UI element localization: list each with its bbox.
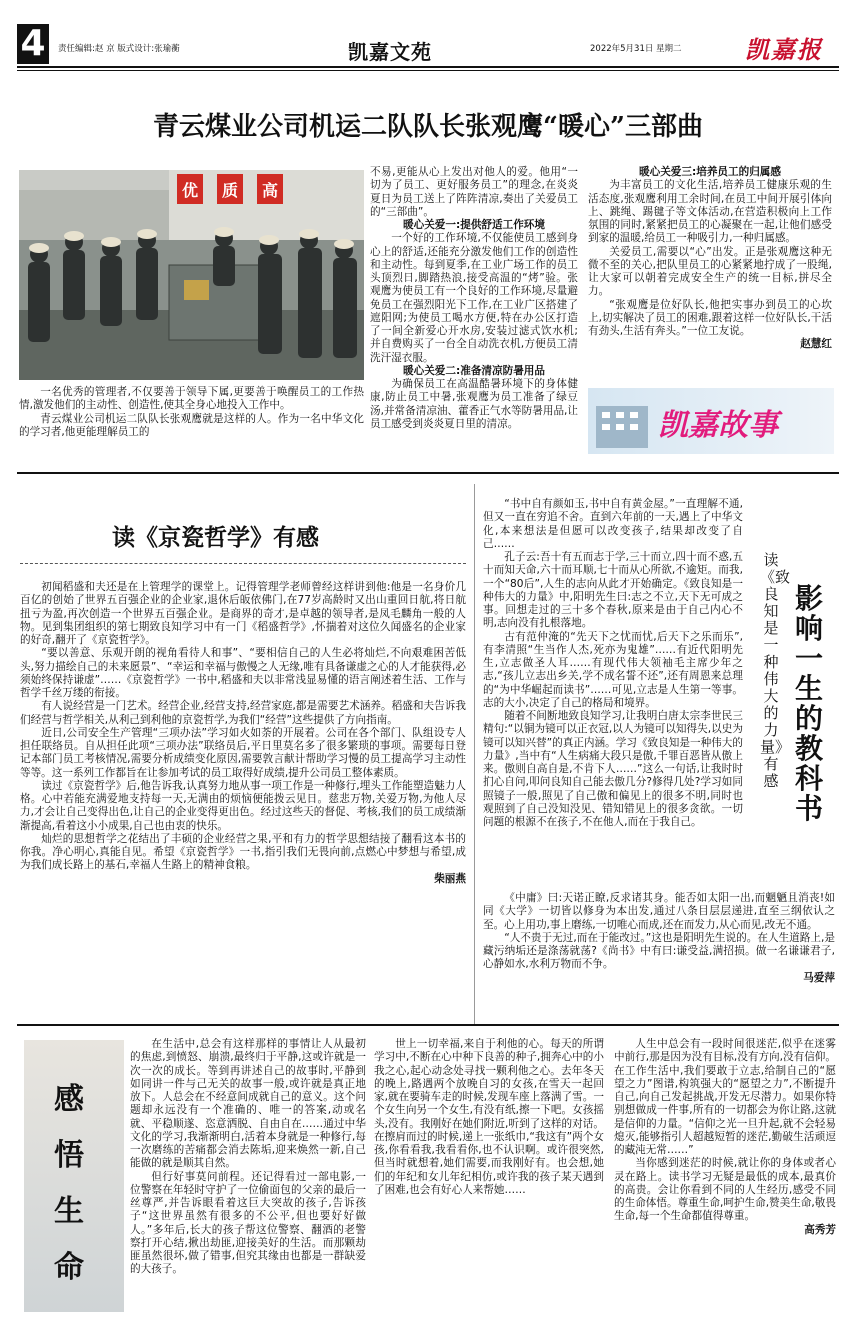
paragraph: 关爱员工,需要以“心”出发。正是张观鹰这种无微不至的关心,把队里员工的心紧紧地拧成了一股绳,让大家可以朝着完成安全生产的统一目标,拼尽全力。 [588,245,832,298]
author-signature: 马爱萍 [803,971,835,984]
paragraph: 世上一切幸福,来自于利他的心。每天的所谓学习中,不断在心中种下良善的种子,拥奔心中的小我之心,起心动念处寻找一颗利他之心。去年冬天的晚上,路遇两个放晚自习的女孩,在雪天一起回家,就在要骑车走的时候,发现车座上落满了雪。一个女生向另一个女生,有没有纸,擦一下吧。女孩摇头,没有。我刚好在她们附近,听到了这样的对话。在擦肩而过的时候,递上一张纸巾,“我这有”两个女孩,你看看我,我看看你,也不认识啊。或许很突然,但当时就想着,她们需要,而我刚好有。也会想,她们的年纪和女儿年纪相仿,或许我的孩子某天遇到了困难,也会有好心人来帮她…… [374,1038,604,1196]
article4-title-char: 生 [54,1194,84,1229]
issue-date: 2022年5月31日 星期二 [590,44,682,54]
article4-title-char: 感 [54,1082,84,1117]
paragraph: 青云煤业公司机运二队队长张观鹰就是这样的人。作为一名中华文化的学习者,他更能理解员工的 [19,412,364,438]
section-divider-2 [17,1024,839,1026]
editors-line: 责任编辑:赵 京 版式设计:张瑜蘅 [58,44,180,54]
paragraph: 有人说经营是一门艺术。经营企业,经营支持,经营家庭,都是需要艺术涵养。稻盛和夫告诉我们经营与哲学相关,从利己到利他的京瓷哲学,为我们“经营”这些提供了方向指南。 [20,700,466,726]
paragraph: 当你感到迷茫的时候,就让你的身体或者心灵在路上。读书学习无疑是最低的成本,最真价的高贵。会让你看到不同的人生经历,感受不同的生命体悟。尊重生命,呵护生命,赞美生命,敬畏生命,每一个生命都值得尊重。 [614,1157,836,1223]
banner-char-2: 质 [221,181,239,200]
article1-photo [19,170,364,380]
paragraph: “张观鹰是位好队长,他把实事办到员工的心坎上,切实解决了员工的困难,跟着这样一位好队长,干活有劲头,生活有奔头。”一位工友说。 [588,298,832,337]
paragraph: 孔子云:吾十有五而志于学,三十而立,四十而不惑,五十而知天命,六十而耳顺,七十而从心所欲,不逾矩。而我,一个“80后”,人生的志向从此才开始确定。《致良知是一种伟大的力量》中,阳明先生曰:志之不立,天下无可成之事。回想走过的三十多个春秋,原来是由于自己内心不明,志向没有扎根落地。 [483,551,743,630]
paragraph: 为丰富员工的文化生活,培养员工健康乐观的生活态度,张观鹰利用工余时间,在员工中间开展引体向上、跳绳、踢毽子等文体活动,在营造积极向上工作氛围的同时,紧紧把员工的心凝聚在一起,让他们感受到家的温暖,给员工一种吸引力,一种归属感。 [588,179,832,245]
article1-col1 [19,386,364,439]
article2-title: 读《京瓷哲学》有感 [112,524,319,551]
article1-title: 青云煤业公司机运二队队长张观鹰“暖心”三部曲 [153,112,703,142]
paragraph: 随着不间断地致良知学习,让我明白唐太宗李世民三精句:“以铜为镜可以正衣冠,以人为镜可以知得失,以史为镜可以知兴替”的真正内涵。学习《致良知是一种伟大的力量》,当中有“人生病痛大段只是傲,千罪百恶皆从傲上来。傲则自高自是,不肯下人……”这么一句话,让我时时扪心自问,叩问良知自己能去傲几分?修得几处?学习如同照镜子一般,照见了自己傲和偏见上的很多不明,同时也观照到了自己没知没见、错知错见上的很多贪欲。一切问题的根源不在孩子,不在他人,而在于我自己。 [483,710,743,828]
paragraph: “书中自有颜如玉,书中自有黄金屋。”一直理解不通,但又一直在穷追不舍。直到六年前的一天,遇上了中华文化,本来想法是但愿可以改变孩子,结果却改变了自己…… [483,498,743,550]
paragraph: 为确保员工在高温酷暑环境下的身体健康,防止员工中暑,张观鹰为员工准备了绿豆汤,并常备清凉油、藿香正气水等防暑用品,让员工感受到炎炎夏日里的清凉。 [370,378,579,430]
paragraph: 初闻稻盛和夫还是在上管理学的课堂上。记得管理学老师曾经这样讲到他:他是一名身价几百亿的创始了世界五百强企业的企业家,退休后皈依佛门,在77岁高龄时又出山重回日航,将日航扭亏为盈,再次创造一个世界五百强企业。是商界的奇才,是卓越的领导者,是凤毛麟角一般的人物。见到集团组织的第七期致良知学习中有一门《稻盛哲学》,怀揣着对这位久闻盛名的企业家的好奇,翻开了《京瓷哲学》。 [20,581,466,646]
section-title: 凯嘉文苑 [348,40,432,64]
page-number: 4 [17,24,49,64]
masthead-rule-thin [17,70,839,71]
paragraph: 不易,更能从心上发出对他人的爱。他用“一切为了员工、更好服务员工”的理念,在炎炎夏日为员工送上了阵阵清凉,奏出了关爱员工的“三部曲”。 [370,166,578,218]
paper-logo: 凯嘉报 [745,35,823,64]
banner-char-1: 优 [181,181,199,200]
article1-col2 [370,166,578,431]
story-banner [588,388,834,454]
paragraph: 但行好事莫问前程。还记得看过一部电影,一位警察在年轻时守护了一位偷面包的父亲的最后一丝尊严,并告诉眼看着这巨大突故的孩子,告诉孩子“这世界虽然有很多的不公平,但也要好好做人。”多年后,长大的孩子帮这位警察、翻酒的老警察打开心结,揪出劫匪,迎接美好的生活。而那颗劫匪虽然很坏,做了错事,但究其缘由也都是一群缺爱的大孩子。 [130,1170,366,1276]
paragraph: 古有范仲淹的“先天下之忧而忧,后天下之乐而乐”,有李清照“生当作人杰,死亦为鬼雄”……有近代阳明先生,立志做圣人耳……有现代伟大领袖毛主席少年之志,“孩儿立志出乡关,学不成名誓不还”,还有周恩来总理的“为中华崛起而读书”……可见,立志是人生第一等事。志的大小,决定了自己的格局和境界。 [483,630,743,709]
section-divider-1 [17,472,839,474]
paragraph: 一名优秀的管理者,不仅要善于领导下属,更要善于唤醒员工的工作热情,激发他们的主动性、创造性,使其全身心地投入工作中。 [19,386,364,412]
column-divider [474,484,475,1024]
paragraph: 一个好的工作环境,不仅能使员工感到身心上的舒适,还能充分激发他们工作的创造性和主动性。每到夏季,在工业广场工作的员工头顶烈日,脚踏热浪,接受高温的“烤”验。张观鹰为使员工有一个良好的工作环境,尽量避免员工在强烈阳光下工作,在工业广区搭建了遮阳网;为使员工喝水方便,特在办公区打造了一间全新爱心开水房,安装过滤式饮水机;并自费购买了一台全自动洗衣机,方便员工清洗汗湿衣服。 [370,232,578,364]
article4-title-char: 命 [54,1250,84,1285]
paragraph: 人生中总会有一段时间很迷茫,似乎在迷雾中前行,那是因为没有目标,没有方向,没有信仰。在工作生活中,我们要敢于立志,给制自己的“愿望之力”图谱,构筑强大的“愿望之力”,不断提升自己,向自己发起挑战,开发无尽潜力。如果你特别想做成一件事,所有的一切都会为你让路,这就是信仰的力量。“信仰之光一旦升起,就不会轻易熄灭,能够指引人超越短暂的迷茫,勤破生活顽逗的藏沌无常……” [614,1038,836,1156]
author-signature: 柴丽燕 [434,872,466,885]
paragraph: “要以善意、乐观开朗的视角看待人和事”、“要相信自己的人生必将灿烂,不向艰难困苦低头,努力描绘自己的未来愿景”、“幸运和幸福与傲慢之人无缘,唯有具备谦虚之心的人才能获得,必须始终保持谦虚”……《京瓷哲学》一书中,稻盛和夫以非常浅显易懂的语言阐述着生活、工作与哲学千丝万缕的衔接。 [20,647,466,699]
article4-col3 [614,1038,836,1328]
subheading: 暖心关爱三:培养员工的归属感 [639,166,781,178]
paragraph: 灿烂的思想哲学之花结出了丰硕的企业经营之果,平和有力的哲学思想结接了翻看这本书的你我。净心明心,真能自见。希望《京瓷哲学》一书,指引我们无畏向前,点燃心中梦想与希望,成为我们成长路上的基石,幸福人生路上的精神食粮。 [20,832,466,872]
article4-title-box [24,1040,124,1312]
article3-body-wide [483,892,835,985]
article4-col2 [374,1038,604,1328]
article3-title: 影响一生的教科书 [794,582,823,825]
subheading: 暖心关爱一:提供舒适工作环境 [403,219,545,231]
masthead-rule-thick [17,66,839,68]
paragraph: “人不贵于无过,而在于能改过。”这也是阳明先生说的。在人生道路上,是藏污纳垢还是涤荡就荡?《尚书》中有曰:谦受益,满招损。做一名谦谦君子,心静如水,水利万物而不争。 [483,931,835,971]
article1-col3 [588,166,832,352]
subheading: 暖心关爱二:准备清凉防暑用品 [403,364,545,377]
author-signature: 赵慧红 [800,338,832,351]
paragraph: 在生活中,总会有这样那样的事情让人从最初的焦虑,到愤怒、崩溃,最终归于平静,这或许就是一次一次的成长。等到再讲述自己的故事时,平静到如同讲一件与己无关的故事一般,或许就是真正地放下。人总会在不经意间成就自己的意义。这个问题却永远没有一个准确的、唯一的答案,动或名就、平稳顺遂、恣意洒脱、自由自在……通过中华文化的学习,我渐渐明白,活着本身就是一种修行,每一次磨练的苦痛都会消去陈垢,迎来焕然一新,自己能做的就是顺其自然。 [130,1038,366,1170]
paragraph: 《中庸》曰:天诺正瞭,反求诸其身。能否如太阳一出,而魍魉且消丧!如同《大学》一切皆以修身为本出发,通过八条目层层递进,直至三纲依认之至。心上用功,事上磨练,一切唯心而成,还在而发力,从心而见,改无不通。 [483,892,835,931]
article4-col1 [130,1038,366,1328]
article2-title-rule [20,563,466,564]
article3-subtitle: 读《致良知是一种伟大的力量》有感 [760,551,791,790]
article2-body [20,581,466,886]
paragraph: 近日,公司安全生产管理“三项办法”学习如火如荼的开展着。公司在各个部门、队组设专人担任联络员。自从担任此项“三项办法”联络员后,平日里莫名多了很多繁琐的事项。需要每日登记本部门员工考核情况,需要分析成绩变化原因,需要敦言献计帮助学习慢的员工提高学习主动性等等。这一系列工作都旨在让参加考试的员工取得好成绩,提升公司员工整体素质。 [20,726,466,779]
article4-title-char: 悟 [54,1138,84,1173]
story-banner-text: 凯嘉故事 [658,408,778,443]
article3-body [483,498,743,829]
banner-char-3: 高 [261,181,279,200]
workers-photo-illustration [19,170,364,380]
paragraph: 读过《京瓷哲学》后,他告诉我,认真努力地从事一项工作是一种修行,埋头工作能塑造魅力人格。心中若能充满爱地支持每一天,无满由的烦恼便能拨云见日。慈悲万物,关爱万物,为他人尽力,才会让自己变得出色,让自己的企业变得更出色。经过这些天的督促、考核,我们的员工成绩渐渐提高,看着这小小成果,自己也由衷的快乐。 [20,779,466,832]
author-signature: 高秀芳 [804,1223,836,1236]
